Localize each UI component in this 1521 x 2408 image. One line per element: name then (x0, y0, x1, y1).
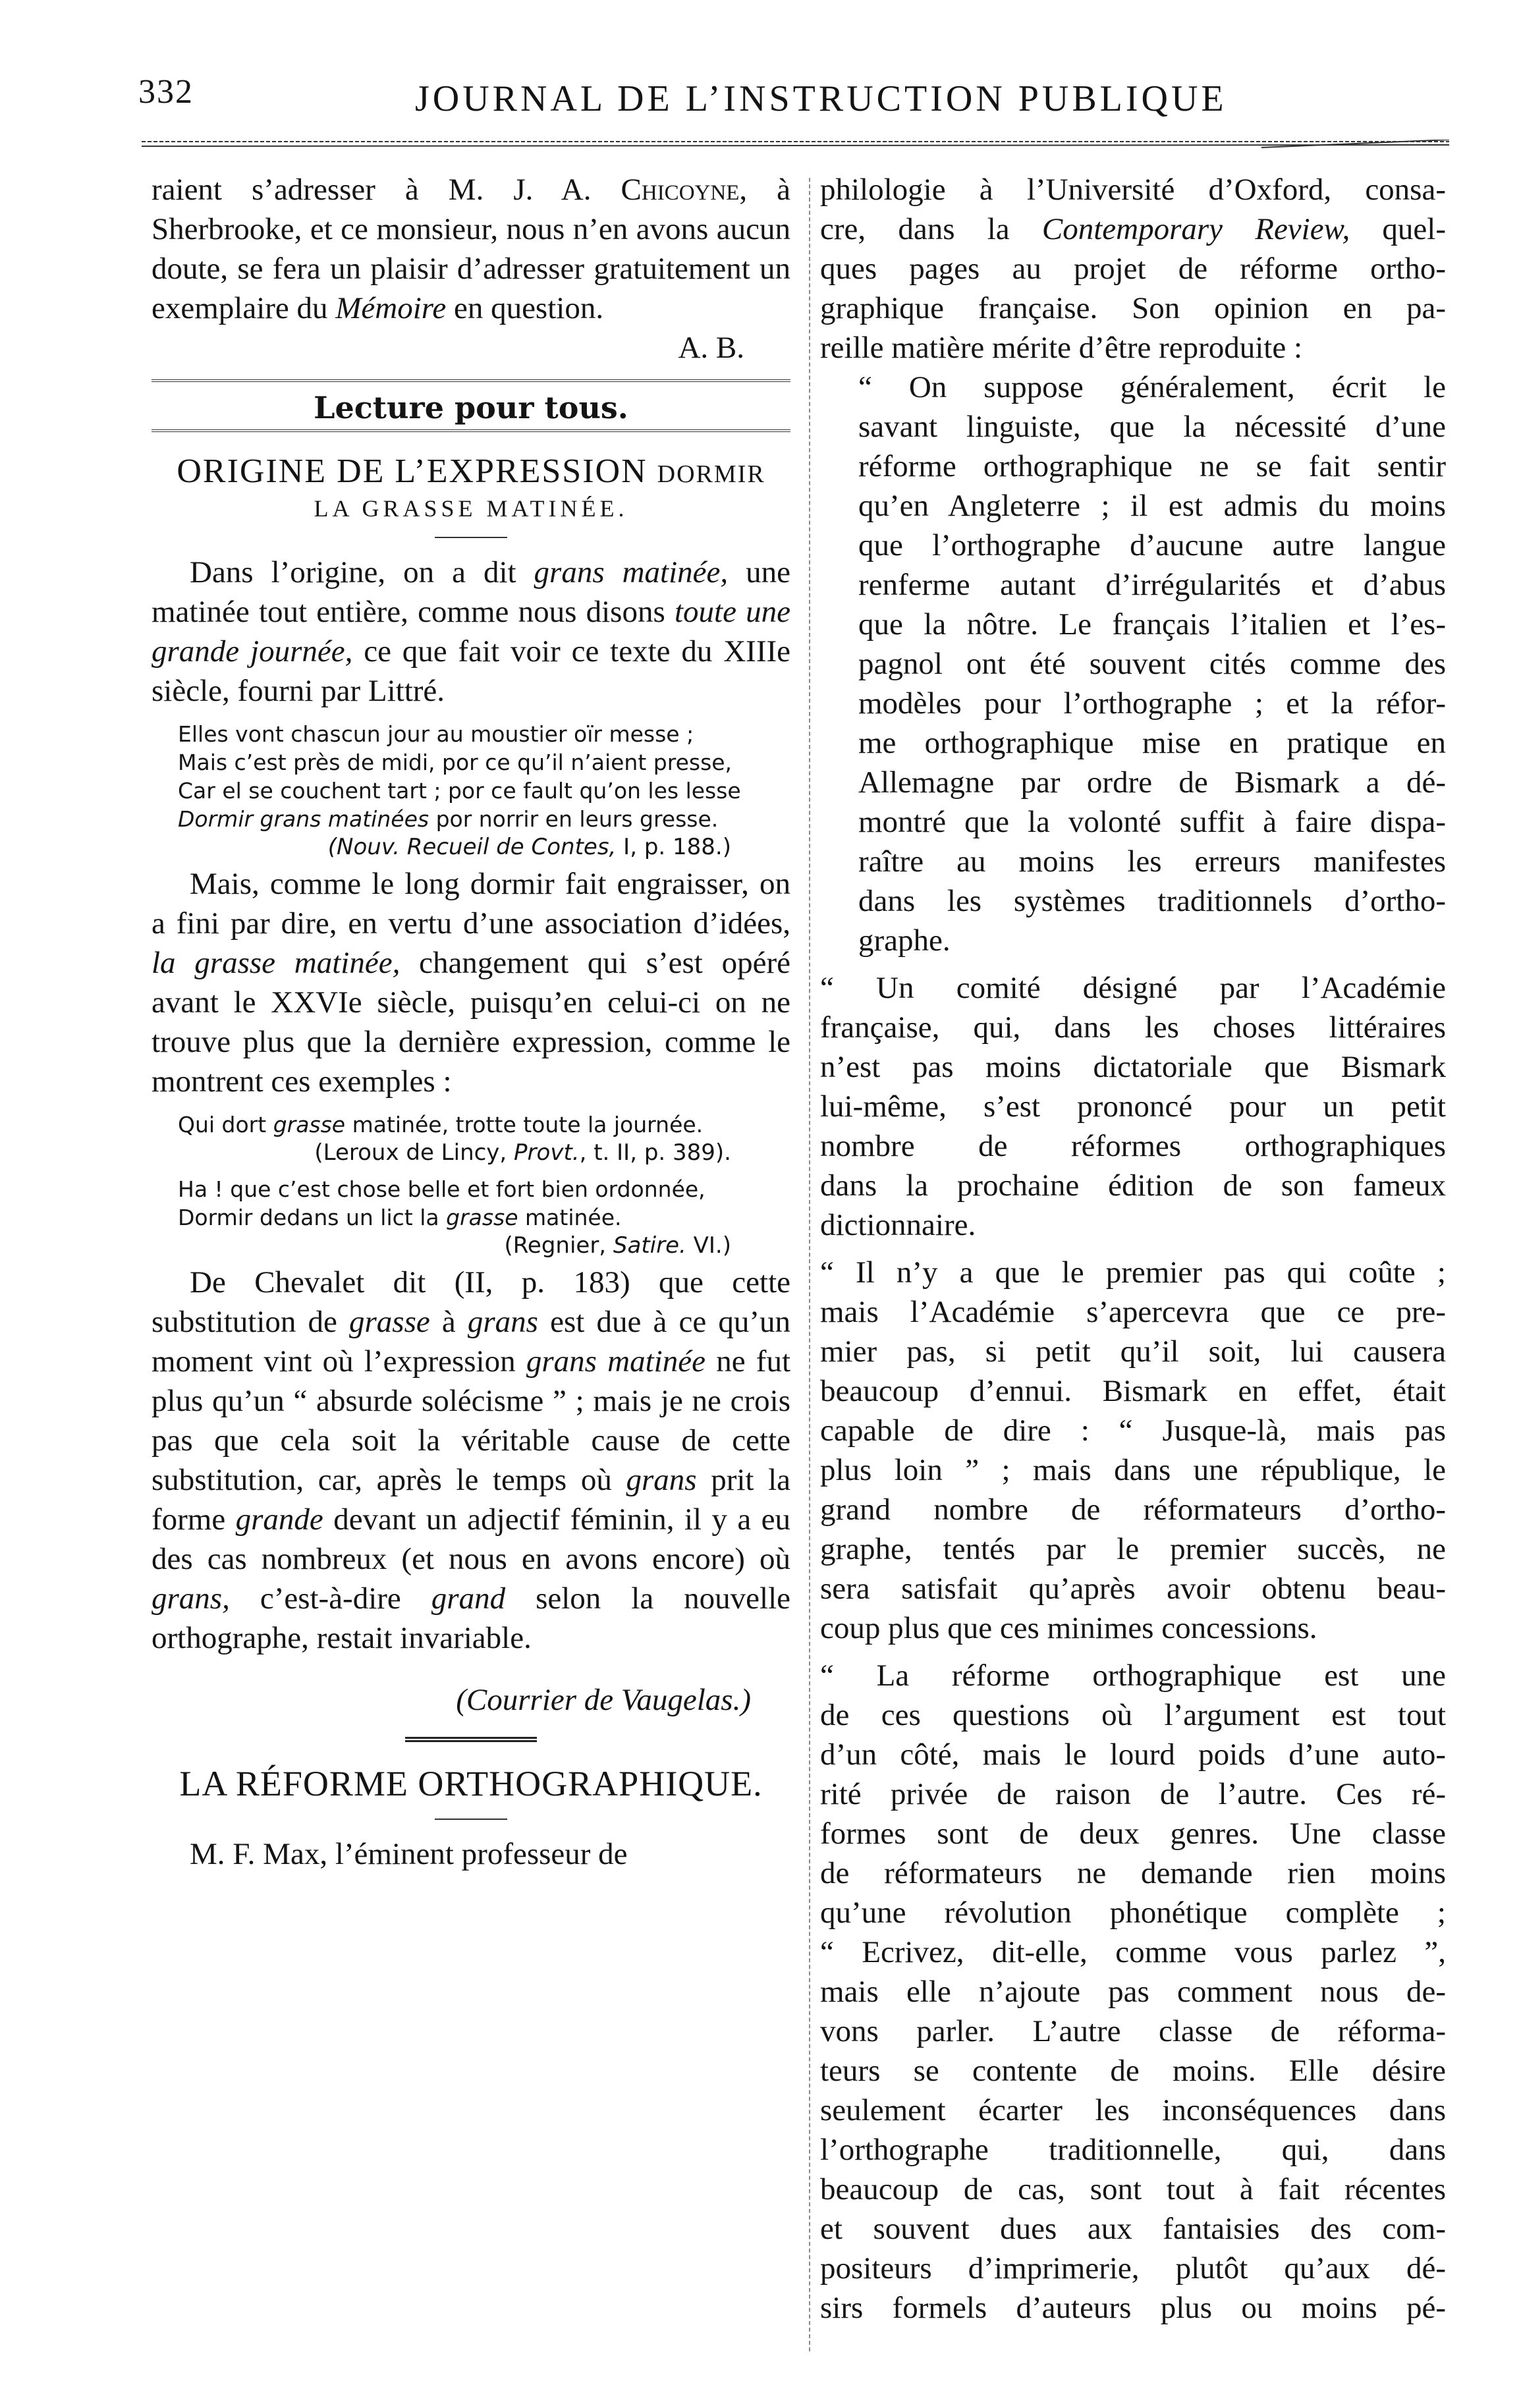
text-line: qu’une révolution phonétique complète ; (820, 1896, 1446, 1930)
verse-source-author: (Leroux de Lincy, (314, 1139, 514, 1166)
right-paragraph-5 (820, 1656, 1446, 2328)
text-line: coup plus que ces minimes concessions. (820, 1611, 1317, 1645)
text-line: “ Un comité désigné par l’Académie (820, 971, 1446, 1005)
p1-text-b: une matinée tout entière, comme nous disons (152, 555, 790, 629)
text-line: pagnol ont été souvent cités comme des (858, 647, 1446, 681)
text-line: beaucoup de cas, sont tout à fait récentes (820, 2172, 1446, 2206)
verse-source-title: Provt. (514, 1139, 580, 1166)
right-column (820, 170, 1446, 2328)
verse-source-ref: I, p. 188.) (616, 834, 731, 860)
text-line: renferme autant d’irrégularités et d’abus (858, 568, 1446, 602)
text-span: cre, dans la (820, 212, 1042, 246)
article-credit: (Courrier de Vaugelas.) (456, 1683, 751, 1717)
header-rule (142, 140, 1449, 149)
article-separator (405, 1737, 537, 1746)
verse-text: matinée, trotte toute la journée. (345, 1112, 704, 1137)
right-paragraph-4 (820, 1253, 1446, 1648)
verse-line (178, 805, 790, 833)
verse-line: Car el se couchent tart ; por ce fault qu’on les lesse (178, 778, 741, 804)
text-line: “ Il n’y a que le premier pas qui coûte ; (820, 1255, 1446, 1290)
p1-text-a: Dans l’origine, on a dit (190, 555, 534, 589)
text-line: lui-même, s’est prononcé pour un petit (820, 1089, 1446, 1124)
p2-italic: la grasse matinée, (152, 946, 401, 980)
verse-source-title: (Nouv. Recueil de Contes, (327, 834, 617, 860)
right-paragraph-1 (820, 170, 1446, 368)
text-line: graphique française. Son opinion en pa- (820, 291, 1446, 325)
text-line: et souvent dues aux fantaisies des com- (820, 2212, 1446, 2246)
text-line: savant linguiste, que la nécessité d’une (858, 410, 1446, 444)
text-line: me orthographique mise en pratique en (858, 726, 1446, 760)
intro-text-3: en question. (446, 291, 604, 325)
article-title (152, 452, 790, 491)
text-line: dans la prochaine édition de son fameux (820, 1168, 1446, 1203)
article-paragraph-2 (152, 864, 790, 1101)
article2-title: LA RÉFORME ORTHOGRAPHIQUE. (179, 1764, 763, 1803)
p3-italic: grans (467, 1305, 538, 1339)
text-line: reille matière mérite d’être reproduite : (820, 331, 1303, 365)
verse-italic: Dormir grans matinées (178, 806, 429, 832)
text-line: nombre de réformes orthographiques (820, 1129, 1446, 1163)
text-line: philologie à l’Université d’Oxford, consa- (820, 173, 1446, 207)
p3-text: De Chevalet dit (II, p. 183) que cette substitution de (152, 1265, 790, 1339)
verse-source-title: Satire. (613, 1232, 686, 1259)
verse-line: Ha ! que c’est chose belle et fort bien ordonnée, (178, 1176, 705, 1202)
text-line: seulement écarter les inconséquences dans (820, 2093, 1446, 2127)
text-line: française, qui, dans les choses littéraires (820, 1010, 1446, 1045)
p3-italic: grand (431, 1581, 506, 1616)
verse-line (178, 1110, 790, 1139)
section-heading: Lecture pour tous. (314, 390, 628, 425)
text-line: sera satisfait qu’après avoir obtenu beau- (820, 1572, 1446, 1606)
p2-text-b: changement qui s’est opéré avant le XXVIe siècle, puisqu’en celui-ci on ne trouve plus que la dernière expression, comme le montrent ces exemples : (152, 946, 790, 1099)
text-line: grand nombre de réformateurs d’ortho- (820, 1492, 1446, 1527)
verse-source (178, 1232, 790, 1260)
p3-text: ne fut plus qu’un “ absurde solécisme ” ; mais je ne crois pas que cela soit la véritable cause de cette substitution, car, après le temps où (152, 1344, 791, 1497)
intro-memoire: Mémoire (335, 291, 447, 325)
p2-text-a: Mais, comme le long dormir fait engraisser, on a fini par dire, en vertu d’une association d’idées, (152, 867, 790, 941)
text-line: capable de dire : “ Jusque-là, mais pas (820, 1413, 1446, 1448)
text-line: graphe. (858, 923, 951, 958)
p3-text: c’est-à-dire (229, 1581, 431, 1616)
text-line: Allemagne par ordre de Bismark a dé- (858, 765, 1446, 800)
verse-line: Mais c’est près de midi, por ce qu’il n’aient presse, (178, 750, 733, 775)
verse-source-ref: , t. II, p. 389). (579, 1139, 731, 1166)
text-line: dans les systèmes traditionnels d’ortho- (858, 884, 1446, 918)
running-head (138, 72, 1225, 138)
text-line: l’orthographe traditionnelle, qui, dans (820, 2133, 1446, 2167)
article2-paragraph-1: M. F. Max, l’éminent professeur de (190, 1837, 628, 1871)
p3-text: devant un adjectif féminin, il y a eu des cas nombreux (et nous en avons encore) où (152, 1502, 790, 1576)
text-line (820, 209, 1446, 249)
verse-source (178, 833, 790, 862)
text-line: de réformateurs ne demande rien moins (820, 1856, 1446, 1890)
p3-text: prit la forme (152, 1463, 790, 1537)
p3-text: selon la nouvelle orthographe, restait invariable. (152, 1581, 790, 1655)
intro-paragraph (152, 170, 790, 328)
text-line: beaucoup d’ennui. Bismark en effet, était (820, 1374, 1446, 1408)
verse-text: por norrir en leurs gresse. (429, 806, 719, 832)
title-rule (435, 537, 507, 538)
verse-quote-2 (152, 1110, 790, 1260)
article-title-main: ORIGINE DE L’EXPRESSION (177, 452, 657, 490)
text-line: graphe, tentés par le premier succès, ne (820, 1532, 1446, 1566)
p3-italic: grans, (152, 1581, 230, 1616)
text-line: “ La réforme orthographique est une (820, 1658, 1446, 1693)
right-paragraph-2 (820, 368, 1446, 960)
article-title-small: DORMIR (657, 460, 765, 488)
p3-text: à (429, 1305, 468, 1339)
p1-text-c: ce que fait voir ce texte du XIIIe siècle, fourni par Littré. (152, 634, 790, 708)
intro-name: Chicoyne (621, 173, 740, 207)
text-line: d’un côté, mais le lourd poids d’une auto- (820, 1738, 1446, 1772)
text-line: n’est pas moins dictatoriale que Bismark (820, 1050, 1446, 1084)
journal-name: Contemporary Review, (1041, 212, 1350, 246)
text-line: teurs se contente de moins. Elle désire (820, 2054, 1446, 2088)
verse-source-author: (Regnier, (504, 1232, 613, 1259)
section-rule-bottom (152, 429, 790, 435)
verse-italic: grasse (273, 1112, 346, 1137)
p1-italic-a: grans matinée, (534, 555, 729, 589)
page-number: 332 (138, 73, 194, 111)
text-line: formes sont de deux genres. Une classe (820, 1817, 1446, 1851)
text-line: mais elle n’ajoute pas comment nous de- (820, 1975, 1446, 2009)
verse-line (178, 1203, 790, 1232)
p3-italic: grande (235, 1502, 323, 1537)
left-column (152, 170, 790, 1874)
text-line: mais l’Académie s’apercevra que ce pre- (820, 1295, 1446, 1329)
text-line: sirs formels d’auteurs plus ou moins pé- (820, 2291, 1446, 2325)
verse-italic: grasse (446, 1205, 518, 1230)
text-line: de ces questions où l’argument est tout (820, 1698, 1446, 1732)
column-divider (809, 178, 810, 2351)
text-line: dictionnaire. (820, 1208, 976, 1242)
text-line: plus loin ” ; mais dans une république, le (820, 1453, 1446, 1487)
text-line: mier pas, si petit qu’il soit, lui causera (820, 1334, 1446, 1369)
verse-text: Dormir dedans un lict la (178, 1205, 447, 1230)
verse-source-ref: VI.) (686, 1232, 731, 1259)
text-line: qu’en Angleterre ; il est admis du moins (858, 489, 1446, 523)
section-rule-top (152, 379, 790, 385)
article2-title-rule (435, 1819, 507, 1820)
intro-text-2: , à Sherbrooke, et ce monsieur, nous n’en avons aucun doute, se fera un plaisir d’adresser gratuitement un exemplaire du (152, 173, 790, 325)
journal-title: JOURNAL DE L’INSTRUCTION PUBLIQUE (415, 78, 1227, 119)
text-line: “ On suppose généralement, écrit le (858, 370, 1446, 404)
text-span: quel- (1350, 212, 1446, 246)
verse-line: Elles vont chascun jour au moustier oïr messe ; (178, 721, 694, 747)
p3-italic: grans (626, 1463, 697, 1497)
intro-text-1: raient s’adresser à M. J. A. (152, 173, 621, 207)
verse-quote-1 (152, 720, 790, 862)
verse-text: matinée. (518, 1205, 622, 1230)
text-line: que la nôtre. Le français l’italien et l’es- (858, 607, 1446, 642)
intro-signature: A. B. (678, 331, 744, 365)
p3-italic: grasse (349, 1305, 430, 1339)
text-line: que l’orthographe d’aucune autre langue (858, 528, 1446, 562)
text-line: rité privée de raison de l’autre. Ces ré- (820, 1777, 1446, 1811)
article-subtitle: LA GRASSE MATINÉE. (314, 495, 628, 522)
article-paragraph-1 (152, 553, 790, 711)
text-line: “ Ecrivez, dit-elle, comme vous parlez ”, (820, 1935, 1446, 1969)
text-line: modèles pour l’orthographe ; et la réfor- (858, 686, 1446, 721)
text-line: vons parler. L’autre classe de réforma- (820, 2014, 1446, 2048)
text-line: raître au moins les erreurs manifestes (858, 844, 1446, 879)
article-paragraph-3 (152, 1263, 790, 1658)
p3-text: est due à ce qu’un moment vint où l’expression (152, 1305, 790, 1379)
text-line: montré que la volonté suffit à faire dispa- (858, 805, 1446, 839)
verse-source (178, 1139, 790, 1167)
text-line: ques pages au projet de réforme ortho- (820, 252, 1446, 286)
text-line: positeurs d’imprimerie, plutôt qu’aux dé- (820, 2251, 1446, 2285)
text-line: réforme orthographique ne se fait sentir (858, 449, 1446, 483)
verse-text: Qui dort (178, 1112, 273, 1137)
right-paragraph-3 (820, 968, 1446, 1245)
p1-italic-b: toute une grande journée, (152, 595, 790, 669)
p3-italic: grans matinée (526, 1344, 705, 1379)
